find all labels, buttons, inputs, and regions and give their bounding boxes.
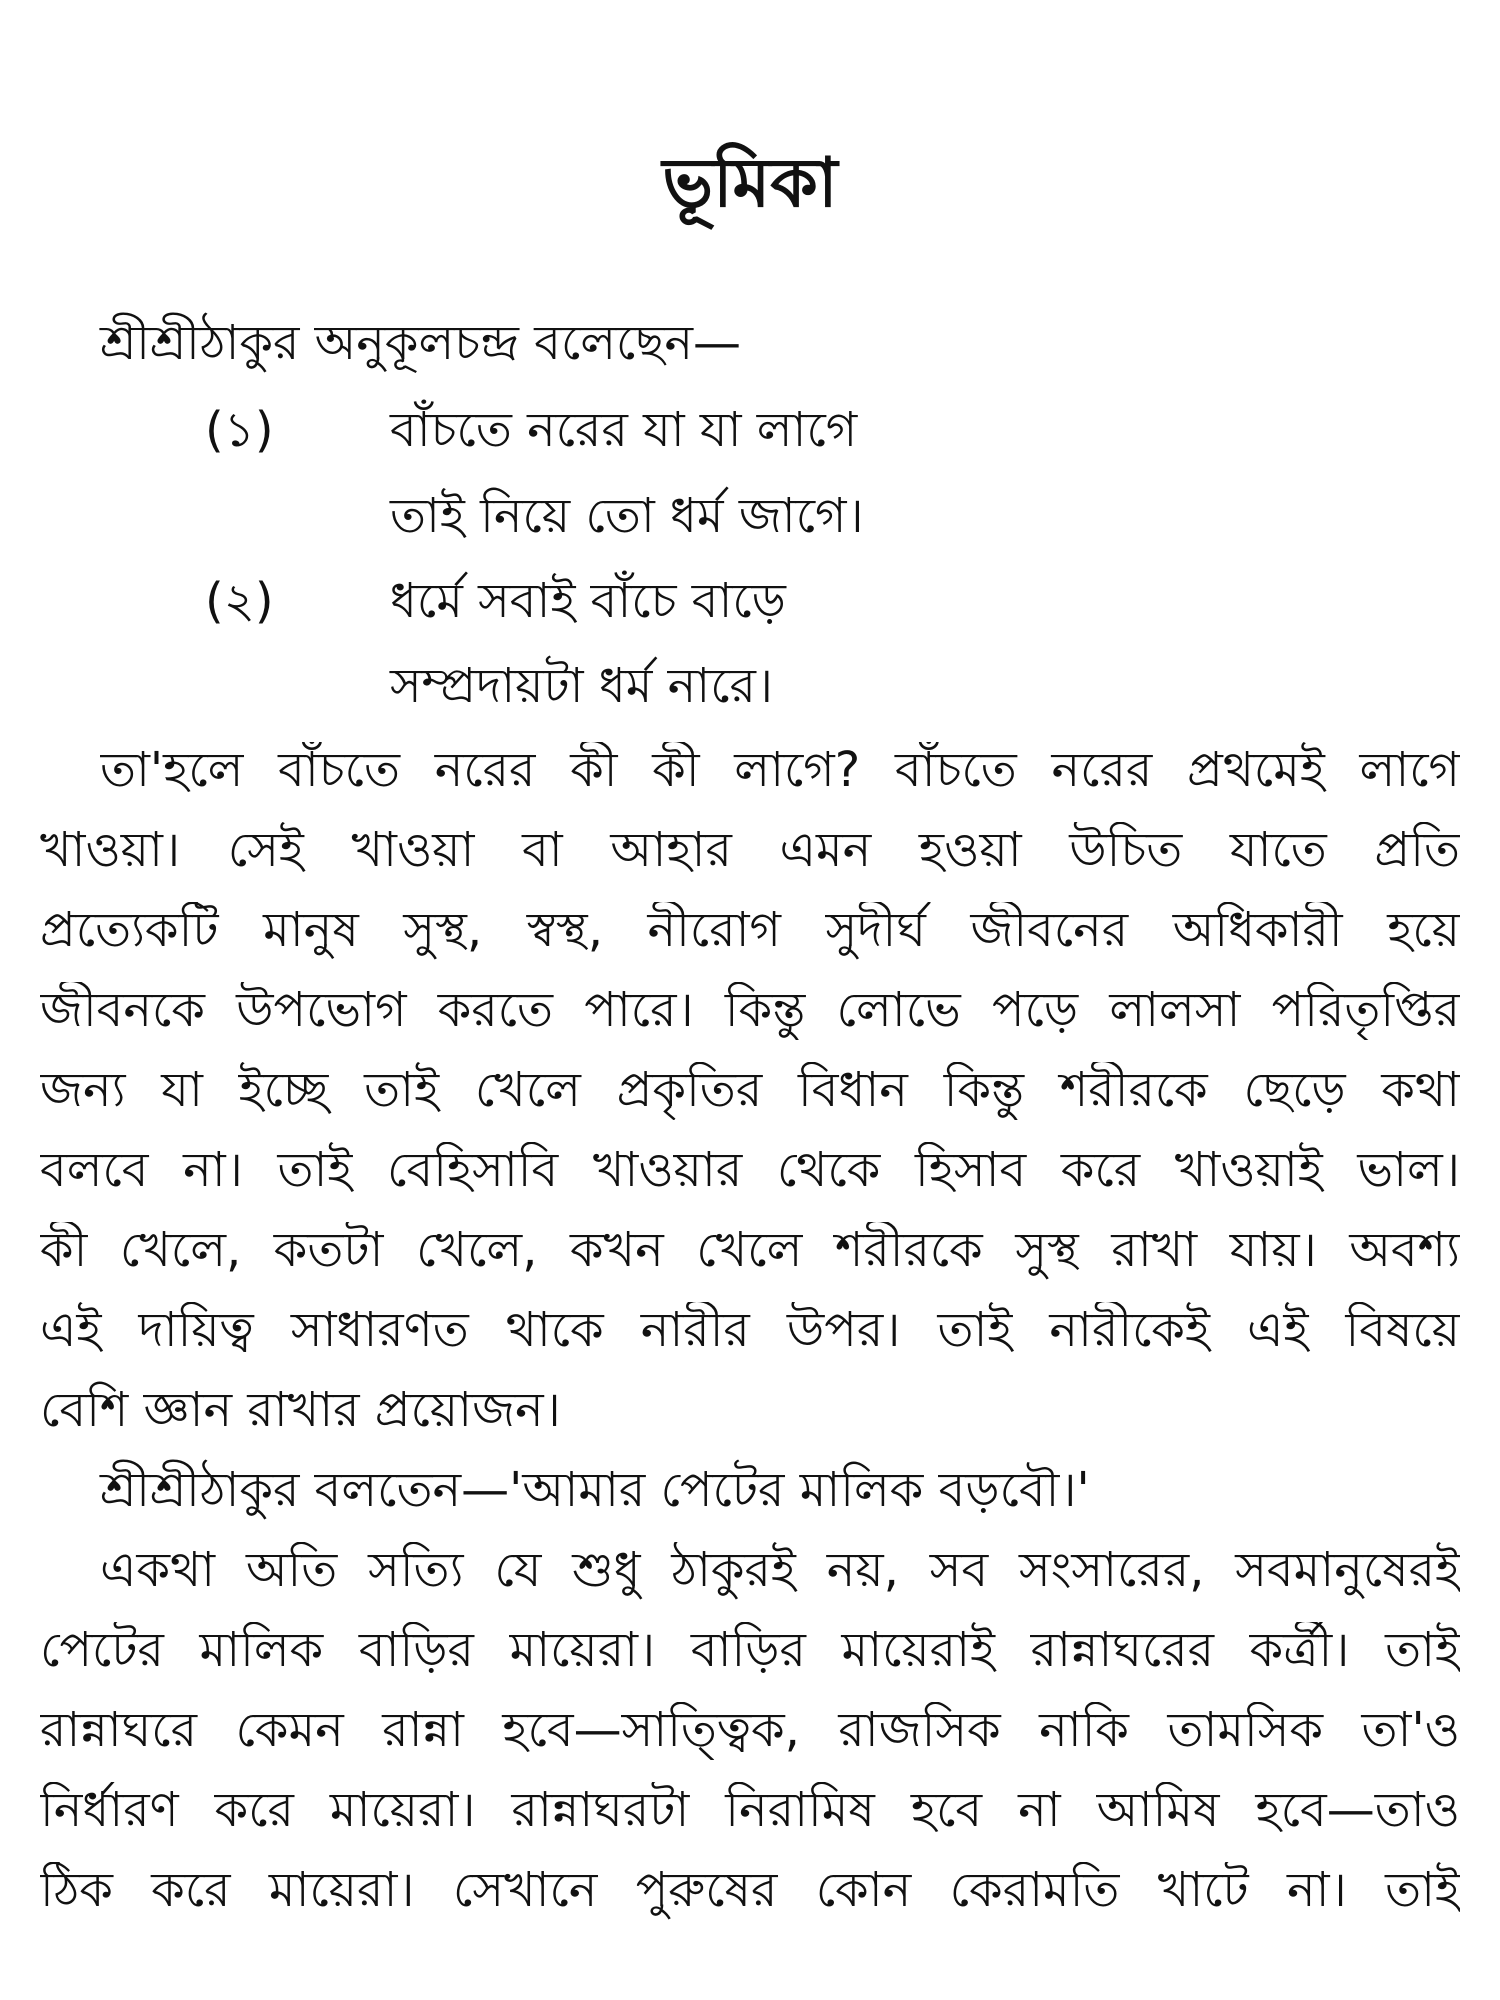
verse-line: ধর্মে সবাই বাঁচে বাড়ে [390,573,786,629]
paragraph-line: খাওয়া। সেই খাওয়া বা আহার এমন হওয়া উচিত যাতে প্রতি [40,822,1460,878]
quote-line: শ্রীশ্রীঠাকুর বলতেন—'আমার পেটের মালিক বড়বৌ।' [100,1462,1090,1518]
page-title: ভূমিকা [662,144,838,223]
paragraph-line: জন্য যা ইচ্ছে তাই খেলে প্রকৃতির বিধান কিন্তু শরীরকে ছেড়ে কথা [40,1062,1460,1118]
verse-number: (১) [205,402,274,458]
verse-line: সম্প্রদায়টা ধর্ম নারে। [390,658,774,714]
paragraph-line: একথা অতি সত্যি যে শুধু ঠাকুরই নয়, সব সংসারের, সবমানুষেরই [100,1542,1460,1598]
paragraph-line: কী খেলে, কতটা খেলে, কখন খেলে শরীরকে সুস্থ রাখা যায়। অবশ্য [40,1222,1460,1278]
paragraph-line: প্রত্যেকটি মানুষ সুস্থ, স্বস্থ, নীরোগ সুদীর্ঘ জীবনের অধিকারী হয়ে [40,902,1460,958]
paragraph-line: তা'হলে বাঁচতে নরের কী কী লাগে? বাঁচতে নরের প্রথমেই লাগে [100,742,1460,798]
paragraph-line: নির্ধারণ করে মায়েরা। রান্নাঘরটা নিরামিষ হবে না আমিষ হবে—তাও [40,1782,1460,1838]
paragraph-line: রান্নাঘরে কেমন রান্না হবে—সাত্ত্বিক, রাজসিক নাকি তামসিক তা'ও [40,1702,1460,1758]
paragraph-line: বলবে না। তাই বেহিসাবি খাওয়ার থেকে হিসাব করে খাওয়াই ভাল। [40,1142,1460,1198]
paragraph-line: পেটের মালিক বাড়ির মায়েরা। বাড়ির মায়েরাই রান্নাঘরের কর্ত্রী। তাই [40,1622,1460,1678]
verse-line: তাই নিয়ে তো ধর্ম জাগে। [390,488,864,544]
paragraph-line: জীবনকে উপভোগ করতে পারে। কিন্তু লোভে পড়ে লালসা পরিতৃপ্তির [40,982,1460,1038]
verse-number: (২) [205,573,274,629]
paragraph-line: ঠিক করে মায়েরা। সেখানে পুরুষের কোন কেরামতি খাটে না। তাই [40,1862,1460,1918]
verse-line: বাঁচতে নরের যা যা লাগে [390,402,858,458]
paragraph-line: বেশি জ্ঞান রাখার প্রয়োজন। [40,1382,561,1438]
intro-line: শ্রীশ্রীঠাকুর অনুকূলচন্দ্র বলেছেন— [100,315,742,371]
paragraph-line: এই দায়িত্ব সাধারণত থাকে নারীর উপর। তাই নারীকেই এই বিষয়ে [40,1302,1460,1358]
